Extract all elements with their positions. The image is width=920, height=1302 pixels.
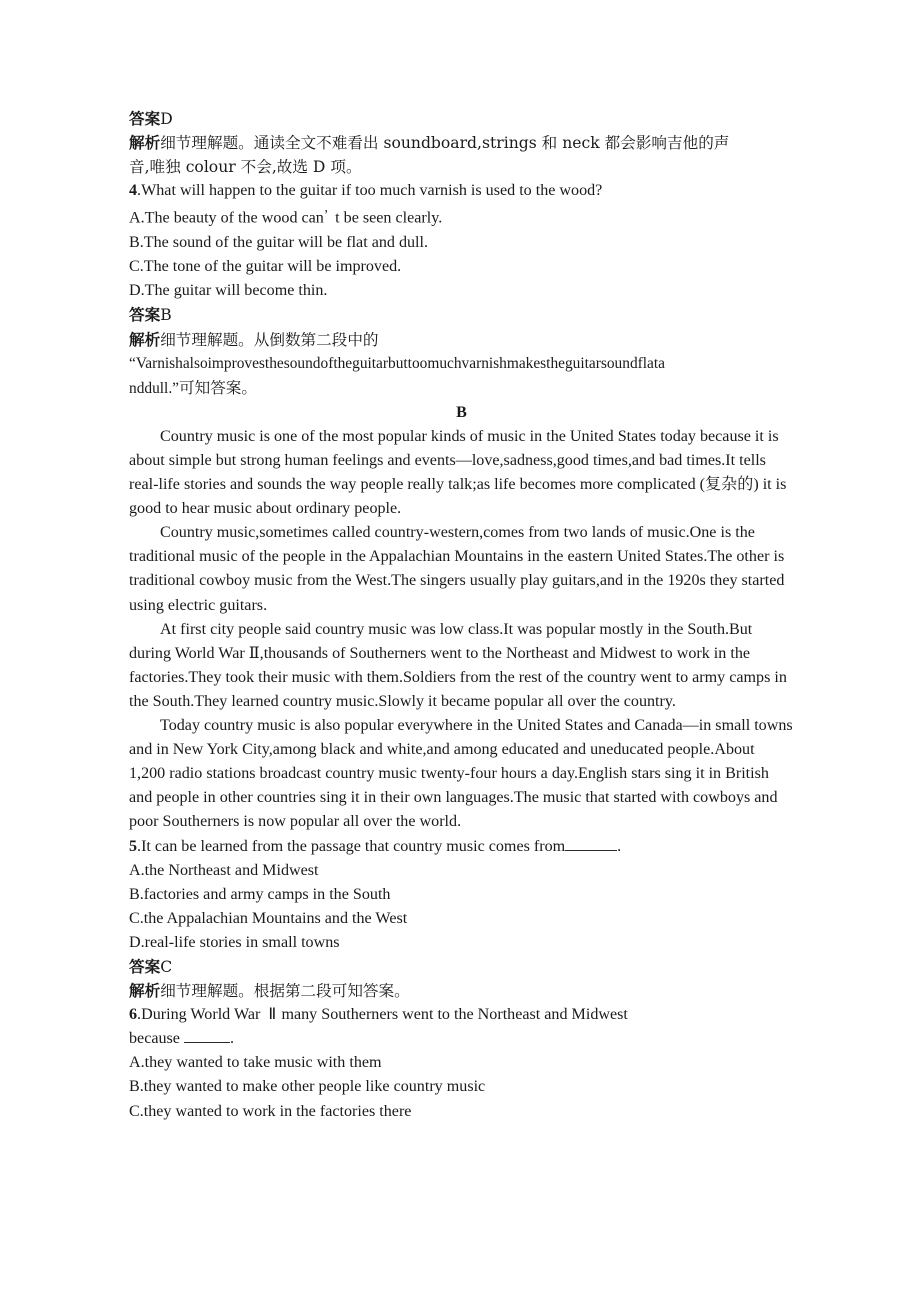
explanation-line-q3-2 — [129, 155, 794, 179]
option-text: C.the Appalachian Mountains and the West — [129, 909, 408, 927]
quote-text-cont: nddull.” — [129, 379, 180, 397]
question-text-cont: because — [129, 1030, 184, 1048]
option-text-suffix: t be seen clearly. — [331, 210, 443, 228]
question-number: 6 — [129, 1006, 138, 1024]
question-text: .During World War — [137, 1006, 261, 1024]
explanation-line-q5-1 — [129, 979, 794, 1003]
explanation-line-q4-1 — [129, 328, 794, 352]
answer-value: D — [160, 110, 173, 128]
page-content — [129, 107, 794, 1124]
answer-blank[interactable] — [184, 1029, 230, 1044]
explanation-text: 细节理解题。从倒数第二段中的 — [160, 330, 379, 349]
question-6-option-a[interactable] — [129, 1051, 794, 1075]
apostrophe-glyph: ’ — [323, 207, 329, 223]
passage-b-paragraph-1: Country music is one of the most popular kinds of music in the United States today because it is about simple but strong human feelings and events—love,sadness,good times,and bad times.It tells real-life stories and sounds the way people really talk;as life becomes more complicated (复杂的) it is good to hear music about ordinary people. — [129, 427, 787, 518]
question-5-option-d[interactable] — [129, 931, 794, 955]
answer-blank[interactable] — [565, 836, 617, 851]
question-4-option-a[interactable] — [129, 203, 794, 231]
answer-line-q3 — [129, 107, 794, 131]
question-text-part2: many Southerners went to the Northeast and Midwest — [281, 1006, 628, 1024]
question-6-option-b[interactable] — [129, 1075, 794, 1099]
answer-value: C — [160, 957, 173, 976]
answer-line-q4 — [129, 303, 794, 327]
question-text: .It can be learned from the passage that country music comes from — [137, 837, 566, 855]
explanation-label: 解析 — [129, 133, 161, 153]
option-text: D.real-life stories in small towns — [129, 933, 340, 951]
explanation-quote-line-1 — [129, 352, 794, 376]
option-text: A.the Northeast and Midwest — [129, 861, 319, 879]
question-number: 4 — [129, 182, 138, 200]
option-text: C.they wanted to work in the factories there — [129, 1102, 412, 1120]
option-text: D.The guitar will become thin. — [129, 282, 328, 300]
question-number: 5 — [129, 837, 138, 855]
question-text-after-blank: . — [229, 1030, 234, 1048]
option-text: A.The beauty of the wood can — [129, 210, 324, 228]
roman-numeral-two: Ⅱ — [268, 1006, 277, 1024]
question-text-after-blank: . — [617, 837, 622, 855]
question-4-stem — [129, 179, 794, 203]
question-4-option-b[interactable] — [129, 231, 794, 255]
option-text: A.they wanted to take music with them — [129, 1054, 382, 1072]
passage-b-paragraph-3: At first city people said country music was low class.It was popular mostly in the South.But during World War Ⅱ,thousands of Southerners went to the Northeast and Midwest to work in the factories.They took their music with them.Soldiers from the rest of the country went to army camps in the South.They learned country music.Slowly it became popular all over the country. — [129, 620, 787, 710]
answer-label: 答案 — [129, 305, 161, 325]
option-text: B.they wanted to make other people like country music — [129, 1078, 486, 1096]
answer-value: B — [160, 306, 172, 325]
explanation-text: 细节理解题。通读全文不难看出 soundboard,strings 和 neck 都会影响吉他的声 — [160, 134, 730, 153]
answer-label: 答案 — [129, 109, 161, 128]
quote-text: “Varnishalsoimprovesthesoundoftheguitarbuttoomuchvarnishmakestheguitarsoundflata — [129, 354, 665, 372]
question-6-stem-line-1 — [129, 1003, 794, 1027]
explanation-quote-line-2 — [129, 376, 794, 401]
question-6-stem-line-2 — [129, 1027, 794, 1051]
explanation-label: 解析 — [129, 329, 161, 349]
explanation-label: 解析 — [129, 981, 161, 1001]
question-4-option-d[interactable] — [129, 279, 794, 303]
quote-tail-text: 可知答案。 — [179, 378, 257, 397]
option-text: C.The tone of the guitar will be improved. — [129, 258, 402, 276]
option-text: B.The sound of the guitar will be flat and dull. — [129, 234, 429, 252]
question-5-option-b[interactable] — [129, 883, 794, 907]
question-6-option-c[interactable] — [129, 1100, 794, 1124]
answer-line-q5 — [129, 955, 794, 979]
question-text: .What will happen to the guitar if too much varnish is used to the wood? — [137, 182, 603, 200]
answer-label: 答案 — [129, 956, 161, 976]
passage-b-paragraph-4: Today country music is also popular everywhere in the United States and Canada—in small towns and in New York City,among black and white,and among educated and uneducated people.About 1,200 radio stations broadcast country music twenty-four hours a day.English stars sing it in British and people in other countries sing it in their own languages.The music that started with cowboys and poor Southerners is now popular all over the world. — [129, 717, 793, 831]
question-5-option-a[interactable] — [129, 859, 794, 883]
question-5-option-c[interactable] — [129, 907, 794, 931]
passage-b-heading: B — [456, 403, 467, 421]
explanation-line-q3-1 — [129, 131, 794, 155]
question-4-option-c[interactable] — [129, 255, 794, 279]
explanation-text-cont: 音,唯独 colour 不会,故选 D 项。 — [129, 158, 362, 177]
option-text: B.factories and army camps in the South — [129, 885, 391, 903]
passage-b-paragraph-2: Country music,sometimes called country-western,comes from two lands of music.One is the traditional music of the people in the Appalachian Mountains in the eastern United States.The other is traditional cowboy music from the West.The singers usually play guitars,and in the 1920s they started using electric guitars. — [129, 524, 785, 614]
question-5-stem — [129, 835, 794, 859]
explanation-text: 细节理解题。根据第二段可知答案。 — [160, 982, 410, 1001]
